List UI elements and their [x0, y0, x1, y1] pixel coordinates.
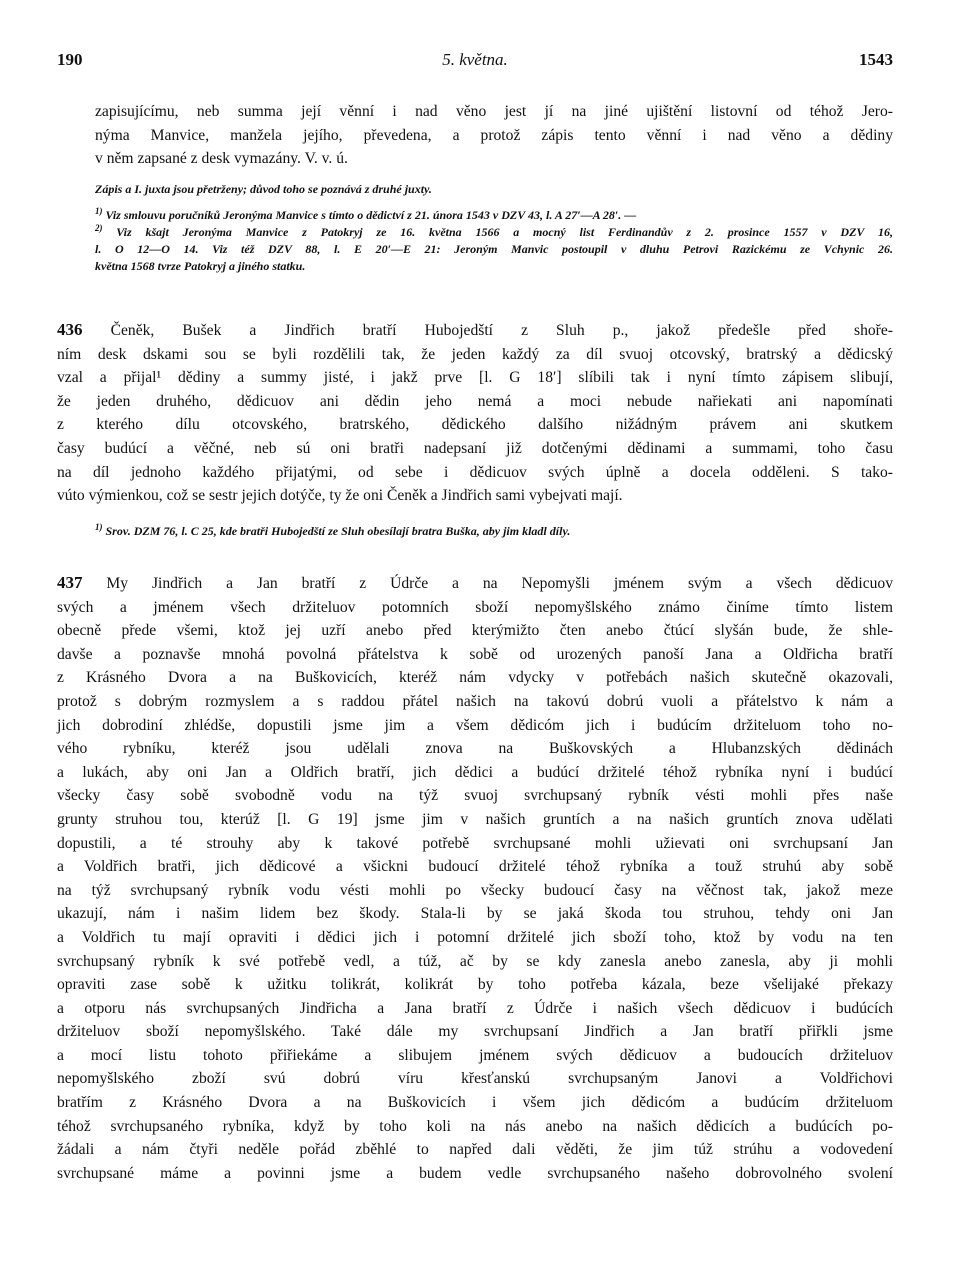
text-line: ukazují, nám i našim lidem bez škody. Stala-li by se jaká škoda tou struhou, tehdy oni Jan — [57, 905, 893, 923]
entry-437 — [57, 571, 893, 1185]
text-line: držiteluov sboží nepomyšlského. Také dále my svrchupsaní Jindřich a Jan bratří přiřkli jsme — [57, 1023, 893, 1041]
year-marker: 1543 — [859, 50, 893, 69]
text-line: ním desk dskami sou se byli rozdělili tak, že jeden každý za díl svuoj otcovský, bratrský a dědicský — [57, 345, 893, 363]
text-line: a Voldřich tu mají opraviti i dědici jich i potomní držitelé jich sboží toho, ktož by vodu na ten — [57, 928, 893, 946]
text-line: a lukách, aby oni Jan a Oldřich bratří, jich dědici a budúcí držitelé téhož rybníka nyní i budúcí — [57, 763, 893, 781]
running-title: 5. května. — [442, 50, 508, 69]
text-line: zapisujícímu, neb summa její věnní i nad věno jest jí na jiné ujištění listovní od téhož Jero- — [95, 103, 893, 120]
text-line: z Krásného Dvora a na Buškovicích, kteréž nám vdycky v potřebách našich skutečně okazovali, — [57, 669, 893, 687]
text-line: grunty struhou tou, kterúž [l. G 19] jsme jim v našich gruntích a na našich gruntích znova udělati — [57, 810, 893, 828]
footnote-1: $^{1)}$ Srov. DZM 76, l. C 25, kde bratři Hubojedští ze Sluh obesílají bratra Buška, aby jim kladl díly. — [95, 522, 571, 538]
text-line: a otporu nás svrchupsaných Jindřicha a Jana bratří z Údrče i našich všech dědicuov i budúcích — [57, 999, 893, 1017]
entry-436-footnote — [95, 523, 893, 540]
text-line: nepomyšlského zboží svú dobrú víru křesťanskú svrchupsaným Janovi a Voldřichovi — [57, 1070, 893, 1088]
text-line: dopustili, a té strouhy aby k takové potřebě svrchupsané mohli užievati oni svrchupsaní Jan — [57, 834, 893, 852]
text-line: a Voldřich bratři, jich dědicové a všickni budoucí držitelé téhož rybníka a touž struhú aby sobě — [57, 858, 893, 876]
text-line: téhož svrchupsaného rybníka, když by toho koli na nás anebo na našich dědicích a budúcích po- — [57, 1117, 893, 1135]
text-line: časy budúcí a věčné, neb sú oni bratři nadepsaní již dotčenými dědinami a summami, toho času — [57, 439, 893, 457]
continuation-paragraph — [95, 100, 893, 171]
text-line: vého rybníku, kteréž jsou udělali znova na Buškovských a Hlubanzských dědinách — [57, 740, 893, 758]
text-line: svých a jménem všech držiteluov potomních sboží nepomyšlského známo činíme tímto listem — [57, 598, 893, 616]
text-line: v něm zapsané z desk vymazány. V. v. ú. — [95, 150, 348, 168]
text-line: davše a poznavše mnohá povolná přátelstva k sobě od urozených panoší Jana a Oldřicha bratří — [57, 645, 893, 663]
editorial-remark — [95, 181, 893, 198]
text-line: nýma Manvice, manžela jejího, převedena, a protož zápis tento věnní i nad věno a dědiny — [95, 126, 893, 144]
footnote-2-line: května 1568 tvrze Patokryj a jiného statku. — [95, 259, 306, 273]
text-line: svrchupsané máme a povinni jsme a budem vedle svrchupsaného našeho dobrovolného svolení — [57, 1164, 893, 1182]
text-line: obecně přede všemi, ktož jej uzří anebo před kterýmižto čten anebo čtúcí slyšán bude, že shle- — [57, 622, 893, 640]
page-number: 190 — [57, 50, 83, 69]
entry-436 — [57, 318, 893, 508]
running-head — [57, 50, 893, 74]
text-line: opraviti zase sobě k užitku tolikrát, kolikrát by toho potřeba kázala, beze všelijaké překazy — [57, 976, 893, 994]
text-line: bratřím z Krásného Dvora a na Buškovicích i všem jich dědicóm a budúcím držiteluom — [57, 1094, 893, 1112]
entry-first-line: 436 Čeněk, Bušek a Jindřich bratří Hubojedští z Sluh p., jakož předešle před shoře- — [57, 320, 893, 339]
text-line: jich dobrodiní zhlédše, dopustili jsme jim a všem dědicóm jich i budúcím držiteluom toho no- — [57, 716, 893, 734]
remark-text: Zápis a I. juxta jsou přetrženy; důvod toho se poznává z druhé juxty. — [95, 182, 432, 196]
footnote-2-line: l. O 12—O 14. Viz též DZV 88, l. E 20′—E 21: Jeroným Manvic postoupil v dluhu Petrovi Razickému ze Vchynic 26. — [95, 242, 893, 256]
text-line: na díl jednoho každého přijatými, od sebe i dědicuov svých úplně a docela odděleni. S tako- — [57, 463, 893, 481]
entry-first-line: 437 My Jindřich a Jan bratří z Údrče a na Nepomyšli jménem svým a všech dědicuov — [57, 573, 894, 592]
text-line: a mocí listu tohoto přiřiekáme a slibujem jménem svých dědicuov a budoucích držiteluov — [57, 1046, 893, 1064]
text-line: z kterého dílu otcovského, bratrského, dědického dalšího nižádným právem ani skutkem — [57, 416, 893, 434]
footnote-2: $^{2)}$ Viz kšajt Jeronýma Manvice z Patokryj ze 16. května 1566 a mocný list Ferdinandův z 2. prosince 1557 v DZV 16, — [95, 223, 893, 239]
text-line: všecky časy sobě svobodně vodu na týž svuoj svrchupsaný rybník vésti mohli přes naše — [57, 787, 893, 805]
entry-number: 437 — [57, 573, 83, 592]
footnotes-block — [95, 207, 893, 275]
text-line: protož s dobrým rozmyslem a s raddou přátel našich na takovú dobrú vuoli a přátelstvo k nám a — [57, 692, 893, 710]
text-line: vúto výmienkou, což se sestr jejich dotýče, ty že oni Čeněk a Jindřich sami vybejvati mají. — [57, 487, 623, 505]
entry-number: 436 — [57, 320, 83, 339]
text-line: svrchupsaný rybník k své potřebě vedl, a túž, ač by se kdy zanesla anebo zanesla, aby ji mohli — [57, 952, 893, 970]
text-line: žádali a nám čtyři neděle pořád zběhlé to napřed dali věděti, že jim túž strúhu a vodovedení — [57, 1141, 893, 1159]
text-line: vzal a přijal¹ dědiny a summy jisté, i jakž prve [l. G 18′] slíbili tak i nyní tímto zápisem slibují, — [57, 369, 893, 387]
text-line: že jeden druhého, dědicuov ani dědin jeho nemá a moci nebude nařiekati ani napomínati — [57, 392, 893, 410]
footnote-1: $^{1)}$ Viz smlouvu poručníků Jeronýma Manvice s tímto o dědictví z 21. února 1543 v DZV 43, l. A 27′—A 28′. — — [95, 206, 637, 222]
text-line: na týž svrchupsaný rybník vodu vésti mohli po všecky budoucí časy na věčnost tak, jakož meze — [57, 881, 893, 899]
